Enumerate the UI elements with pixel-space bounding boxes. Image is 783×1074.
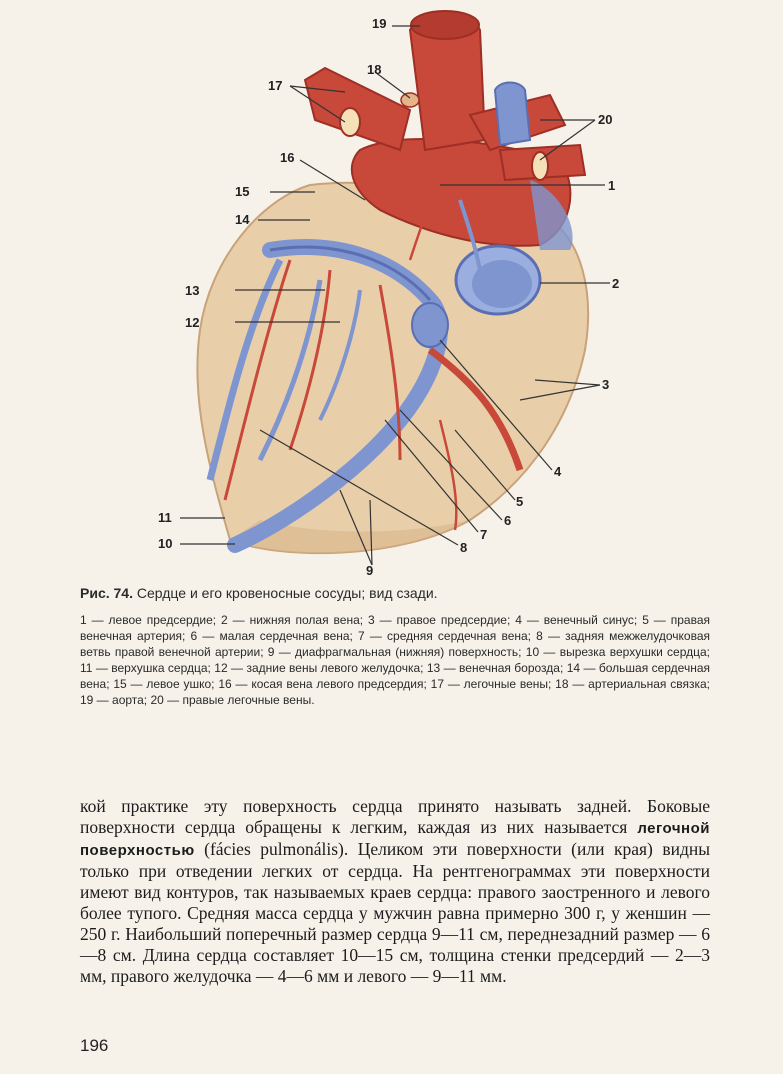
label-15: 15 bbox=[235, 184, 250, 199]
body-text-part2: (fácies pulmonális). Целиком эти поверхности (или края) видны только при отведении легких от сердца. На рентгенограммах эти поверхности имеют вид контуров, так называемых краев сердца: правого заостренного и левого более тупого. Средняя масса сердца у мужчин равна примерно 300 г, у женшин — 250 г. Наибольший поперечный размер сердца 9—11 см, переднезадний размер — 6—8 см. Длина сердца составляет 10—15 см, толщина стенки предсердий — 2—3 мм, правого желудочка — 4—6 мм и левого — 9—11 мм. bbox=[80, 839, 710, 986]
label-2: 2 bbox=[612, 276, 620, 291]
label-6: 6 bbox=[504, 513, 512, 528]
label-18: 18 bbox=[367, 62, 382, 77]
label-5: 5 bbox=[516, 494, 524, 509]
heart-illustration bbox=[140, 0, 660, 580]
page-number: 196 bbox=[80, 1036, 109, 1055]
label-14: 14 bbox=[235, 212, 250, 227]
label-11: 11 bbox=[158, 510, 172, 525]
label-16: 16 bbox=[280, 150, 295, 165]
label-12: 12 bbox=[185, 315, 200, 330]
caption-title: Сердце и его кровеносные сосуды; вид сзади. bbox=[136, 585, 438, 601]
left-pulmonary-veins bbox=[305, 68, 410, 150]
label-20: 20 bbox=[598, 112, 613, 127]
label-10: 10 bbox=[158, 536, 173, 551]
caption-label: Рис. 74. bbox=[80, 585, 133, 601]
label-17: 17 bbox=[268, 78, 283, 93]
label-8: 8 bbox=[460, 540, 468, 555]
bold-term: легочной поверхностью bbox=[80, 820, 710, 859]
label-1: 1 bbox=[608, 178, 616, 193]
label-4: 4 bbox=[554, 464, 562, 479]
label-7: 7 bbox=[480, 527, 488, 542]
label-3: 3 bbox=[602, 377, 610, 392]
figure-caption bbox=[80, 585, 720, 601]
label-9: 9 bbox=[366, 563, 374, 578]
heart-figure bbox=[140, 0, 660, 580]
label-19: 19 bbox=[372, 16, 387, 31]
superior-vena-cava bbox=[495, 83, 530, 146]
label-13: 13 bbox=[185, 283, 200, 298]
body-paragraph bbox=[80, 796, 710, 987]
body-text-part1: кой практике эту поверхность сердца принято называть задней. Боковые поверхности сердца обращены к легким, каждая из них называется bbox=[80, 796, 710, 837]
figure-legend: 1 — левое предсердие; 2 — нижняя полая вена; 3 — правое предсердие; 4 — венечный синус; 5 — правая венечная артерия; 6 — малая сердечная вена; 7 — средняя сердечная вена; 8 — задняя межжелудочковая ветвь правой венечной артерии; 9 — диафрагмальная (нижняя) поверхность; 10 — вырезка верхушки сердца; 11 — верхушка сердца; 12 — задние вены левого желудочка; 13 — венечная борозда; 14 — большая сердечная вена; 15 — левое ушко; 16 — косая вена левого предсердия; 17 — легочные вены; 18 — артериальная связка; 19 — аорта; 20 — правые легочные вены. bbox=[80, 613, 710, 707]
